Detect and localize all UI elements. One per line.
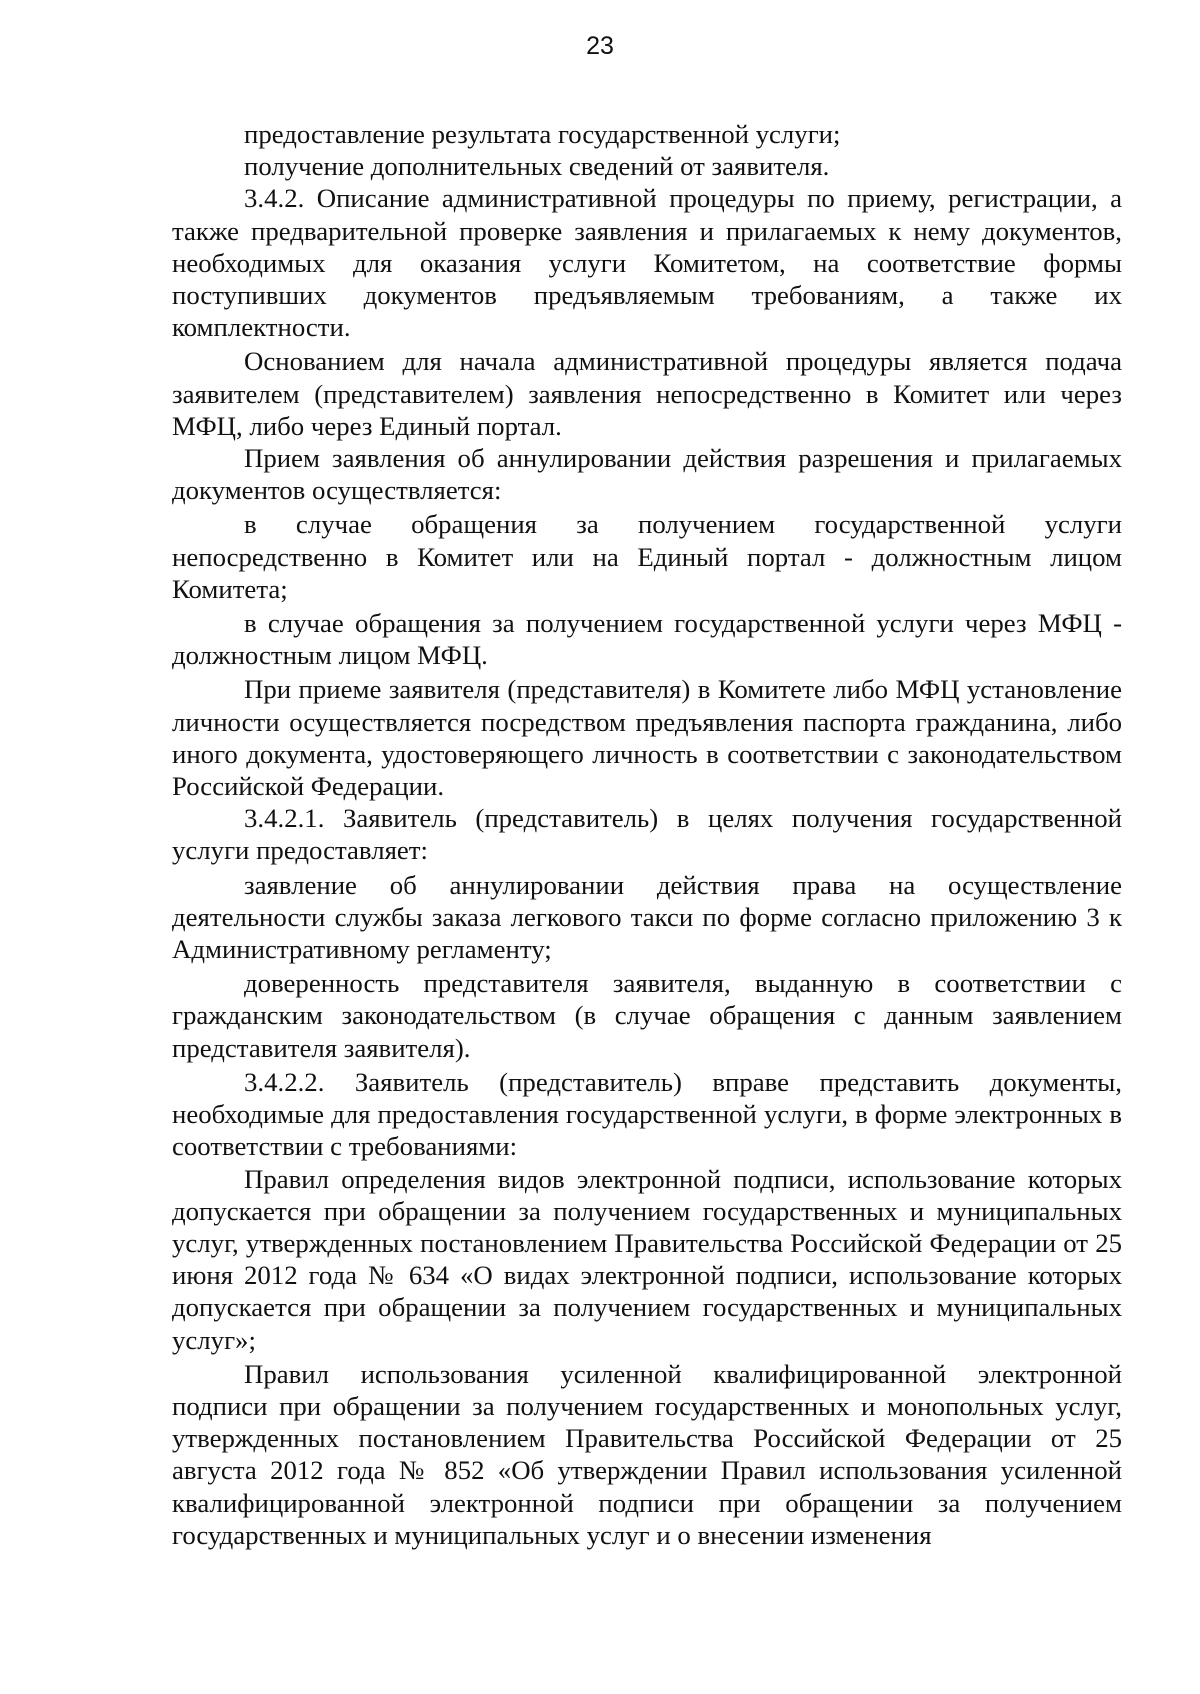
paragraph: получение дополнительных сведений от заявителя. (244, 151, 830, 182)
paragraph: При приеме заявителя (представителя) в Комитете либо МФЦ установление личности осуществляется посредством предъявления паспорта гражданина, либо иного документа, удостоверяющего личность в соответствии с законодательством Российской Федерации. (172, 674, 1122, 802)
list-item: Правил определения видов электронной подписи, использование которых допускается при обращении за получением государственных и муниципальных услуг, утвержденных постановлением Правительства Российской Федерации от 25 июня 2012 года № 634 «О видах электронной подписи, использование которых допускается при обращении за получением государственных и муниципальных услуг»; (172, 1163, 1122, 1355)
paragraph: предоставление результата государственной услуги; (244, 119, 841, 149)
page-number: 23 (586, 32, 614, 60)
list-item: доверенность представителя заявителя, выданную в соответствии с гражданским законодательством (в случае обращения с данным заявлением представителя заявителя). (172, 968, 1122, 1063)
section-3-4-2-heading: 3.4.2. Описание административной процедуры по приему, регистрации, а также предварительной проверке заявления и прилагаемых к нему документов, необходимых для оказания услуги Комитетом, на соответствие формы поступивших документов предъявляемым требованиям, а также их комплектности. (172, 183, 1122, 343)
document-body (172, 118, 1122, 1551)
list-item: в случае обращения за получением государственной услуги через МФЦ - должностным лицом МФЦ. (172, 608, 1122, 671)
list-item: Правил использования усиленной квалифицированной электронной подписи при обращении за получением государственных и монопольных услуг, утвержденных постановлением Правительства Российской Федерации от 25 августа 2012 года № 852 «Об утверждении Правил использования усиленной квалифицированной электронной подписи при обращении за получением государственных и муниципальных услуг и о внесении изменения (172, 1358, 1122, 1550)
list-item: в случае обращения за получением государственной услуги непосредственно в Комитет или на Единый портал - должностным лицом Комитета; (172, 509, 1122, 604)
paragraph: Основанием для начала административной процедуры является подача заявителем (представителем) заявления непосредственно в Комитет или через МФЦ, либо через Единый портал. (172, 346, 1122, 441)
section-3-4-2-2: 3.4.2.2. Заявитель (представитель) вправе представить документы, необходимые для предоставления государственной услуги, в форме электронных в соответствии с требованиями: (172, 1066, 1122, 1162)
section-3-4-2-1: 3.4.2.1. Заявитель (представитель) в целях получения государственной услуги предоставляет: (172, 803, 1122, 866)
paragraph: Прием заявления об аннулировании действия разрешения и прилагаемых документов осуществляется: (172, 443, 1122, 506)
list-item: заявление об аннулировании действия права на осуществление деятельности службы заказа легкового такси по форме согласно приложению 3 к Административному регламенту; (172, 869, 1122, 965)
